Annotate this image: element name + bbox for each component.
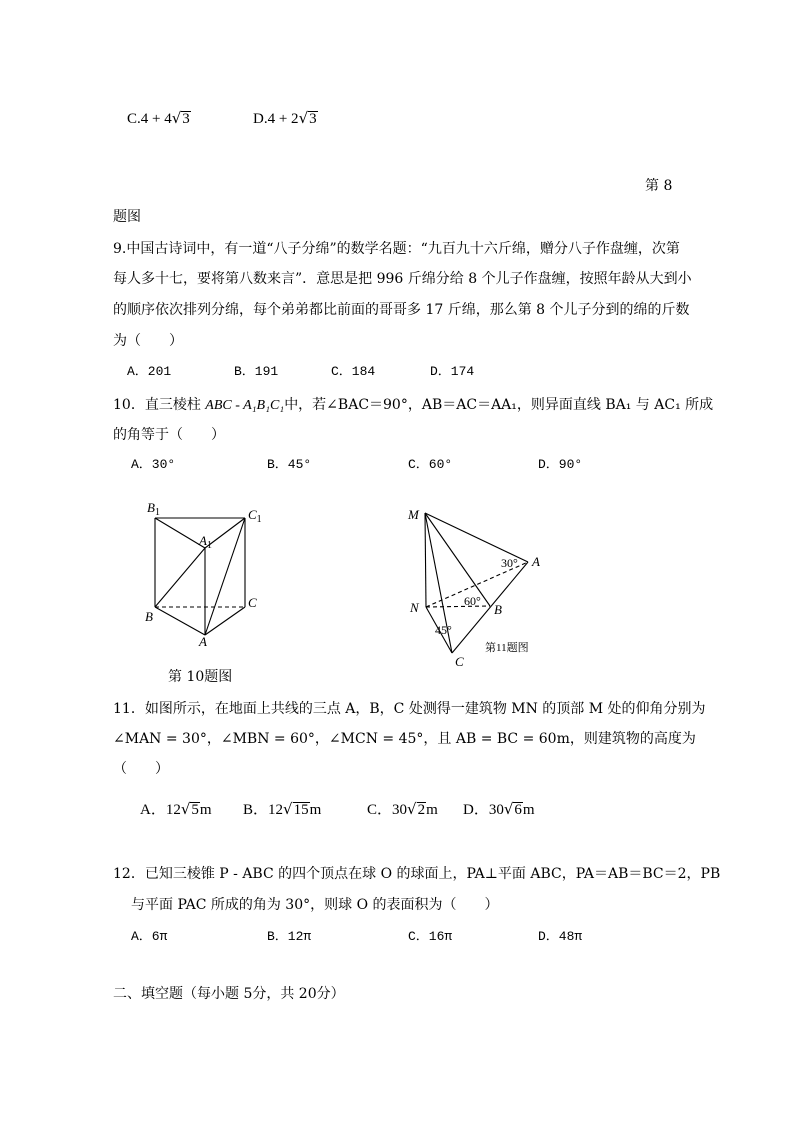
label-b: B: [145, 609, 153, 624]
label-sub: 1: [154, 507, 160, 518]
option-label: A．: [140, 802, 166, 818]
radicand: 15: [293, 802, 309, 818]
label-m: M: [408, 507, 419, 522]
q8-option-c: [127, 109, 191, 128]
option-label: B．: [243, 802, 269, 818]
option-coef: 12: [268, 802, 284, 818]
question-number: 10．: [113, 397, 145, 413]
option-coef: 30: [392, 802, 408, 818]
option-label: C．: [367, 802, 393, 818]
option-unit: m: [426, 802, 438, 818]
q11-line-3: （ ）: [113, 761, 169, 777]
label-sub: 1: [206, 540, 212, 551]
svg-text:C1: [248, 507, 262, 525]
q10-option-c: C．60°: [408, 457, 453, 472]
label-n: N: [410, 600, 419, 615]
sqrt-icon: √: [298, 109, 309, 127]
q11-option-a: [140, 800, 212, 819]
q8-option-d: [253, 109, 318, 128]
angle-a-label: 30°: [501, 556, 518, 570]
q10-option-d: D．90°: [538, 457, 583, 472]
angle-b-label: 60°: [464, 594, 481, 608]
q10-line-2: 的角等于（ ）: [113, 427, 225, 443]
option-unit: m: [309, 802, 322, 818]
q10-text-a: 直三棱柱: [144, 397, 206, 413]
label-c: C: [248, 595, 257, 610]
label-b1: B: [147, 500, 155, 515]
q12-option-c: C．16π: [408, 929, 453, 944]
sqrt-icon: √: [503, 800, 514, 818]
option-value: 4 + 2: [267, 111, 299, 127]
figure-11-caption: 第11题图: [485, 642, 529, 654]
sqrt-icon: √: [180, 800, 191, 818]
q9-option-c: C．184: [331, 364, 376, 379]
q10-option-a: A．30°: [131, 457, 176, 472]
angle-c-label: 45°: [435, 623, 452, 637]
q12-option-d: D．48π: [538, 929, 583, 944]
option-unit: m: [199, 802, 212, 818]
option-unit: m: [522, 802, 535, 818]
radicand: 3: [182, 111, 190, 127]
radicand: 5: [191, 802, 199, 818]
radicand: 3: [309, 111, 317, 127]
q11-option-c: [367, 800, 438, 819]
q10-text-b: 中，若∠BAC＝90°，AB＝AC＝AA₁，则异面直线 BA₁ 与 AC₁ 所成: [284, 397, 714, 413]
figure-10-caption: 第 10题图: [168, 669, 233, 685]
q8-figure-caption-part2: 题图: [113, 209, 141, 225]
prism-name: ABC - A₁B₁C₁: [205, 398, 285, 413]
label-b: B: [494, 602, 502, 617]
q8-figure-caption-part1: 第 8: [645, 178, 673, 194]
q11-option-b: [243, 800, 321, 819]
option-label: D.: [253, 111, 268, 127]
q9-option-b: B．191: [234, 364, 279, 379]
label-c1: C: [248, 507, 257, 522]
label-sub: 1: [256, 514, 262, 525]
q12-line-2: 与平面 PAC 所成的角为 30°，则球 O 的表面积为（ ）: [131, 897, 499, 913]
q12-option-a: A．6π: [131, 929, 168, 944]
q9-line-2: 每人多十七，要将第八数来言”．意思是把 996 斤绵分给 8 个儿子作盘缠，按照年龄从大到小: [113, 271, 692, 287]
option-coef: 30: [488, 802, 504, 818]
label-a1: A: [199, 533, 207, 548]
figure-11-building: [395, 495, 555, 675]
section-2-title: 二、填空题（每小题 5分，共 20分）: [113, 986, 345, 1002]
sqrt-icon: √: [283, 800, 293, 818]
radicand: 2: [417, 802, 426, 818]
label-a: A: [199, 634, 207, 649]
sqrt-icon: √: [407, 800, 417, 818]
option-value: 4 + 4: [140, 111, 172, 127]
sqrt-icon: √: [171, 109, 182, 127]
figure-10-prism: [130, 490, 290, 650]
q12-line-1: 12．已知三棱锥 P - ABC 的四个顶点在球 O 的球面上，PA⊥平面 ABC，PA＝AB＝BC＝2，PB: [113, 866, 721, 882]
radicand: 6: [514, 802, 522, 818]
q10-line-1: [113, 396, 713, 415]
q12-option-b: B．12π: [267, 929, 312, 944]
q10-option-b: B．45°: [267, 457, 312, 472]
q9-option-d: D．174: [430, 364, 475, 379]
option-label: C.: [127, 111, 141, 127]
svg-text:B1: [147, 500, 160, 518]
option-coef: 12: [165, 802, 181, 818]
label-a: A: [532, 554, 540, 569]
q9-option-a: A．201: [127, 364, 172, 379]
option-label: D．: [463, 802, 489, 818]
q9-line-3: 的顺序依次排列分绵，每个弟弟都比前面的哥哥多 17 斤绵，那么第 8 个儿子分到的绵的斤数: [113, 302, 690, 318]
q9-line-1: 9.中国古诗词中，有一道“八子分绵”的数学名题：“九百九十六斤绵，赠分八子作盘缠，次第: [113, 241, 680, 257]
q11-line-1: 11．如图所示，在地面上共线的三点 A，B，C 处测得一建筑物 MN 的顶部 M 处的仰角分别为: [113, 701, 706, 717]
q11-line-2: ∠MAN = 30°，∠MBN = 60°，∠MCN = 45°，且 AB = BC = 60m，则建筑物的高度为: [113, 731, 696, 747]
q11-option-d: [463, 800, 535, 819]
label-c: C: [455, 654, 464, 669]
q9-line-4: 为（ ）: [113, 333, 183, 349]
